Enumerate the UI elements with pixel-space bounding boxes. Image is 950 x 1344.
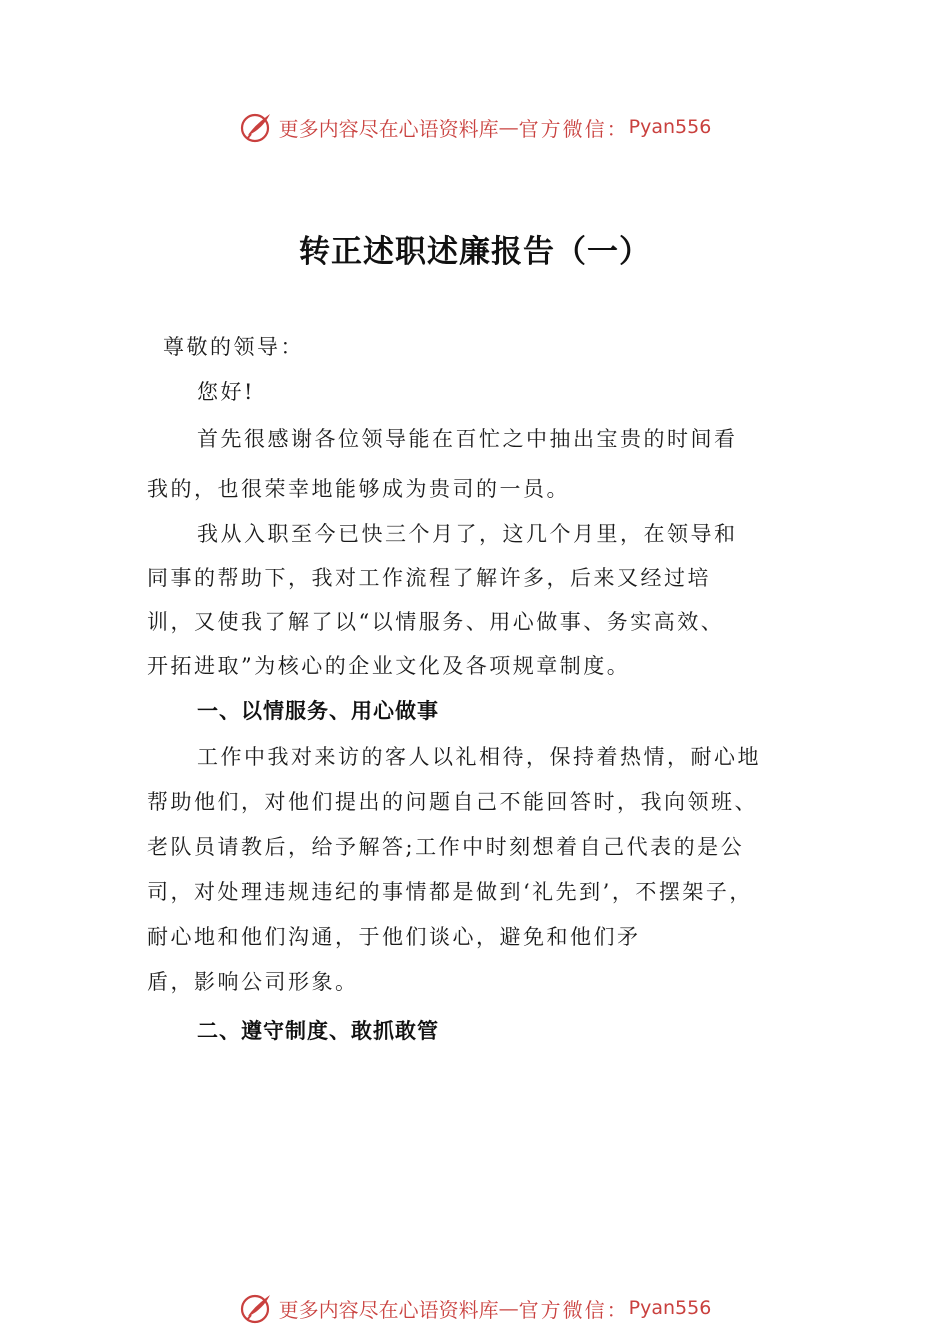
watermark-wechat-id: Pyan556 bbox=[628, 116, 712, 138]
header-watermark bbox=[0, 110, 950, 144]
paragraph-line: 工作中我对来访的客人以礼相待，保持着热情，耐心地 bbox=[197, 745, 761, 769]
quill-circle-logo-icon bbox=[239, 110, 273, 144]
paragraph-line: 盾，影响公司形象。 bbox=[147, 970, 359, 994]
paragraph-line: 我的，也很荣幸地能够成为贵司的一员。 bbox=[147, 477, 570, 501]
document-title: 转正述职述廉报告（一） bbox=[299, 234, 651, 270]
paragraph-line: 我从入职至今已快三个月了，这几个月里，在领导和 bbox=[197, 522, 738, 546]
paragraph-line: 首先很感谢各位领导能在百忙之中抽出宝贵的时间看 bbox=[197, 427, 738, 451]
paragraph-line: 耐心地和他们沟通，于他们谈心，避免和他们矛 bbox=[147, 925, 641, 949]
watermark-label: 官方微信： bbox=[518, 1297, 629, 1322]
watermark-separator: — bbox=[498, 1296, 519, 1320]
salutation: 尊敬的领导： bbox=[163, 335, 304, 359]
section-heading-2: 二、遵守制度、敢抓敢管 bbox=[197, 1019, 439, 1043]
watermark-wechat-id: Pyan556 bbox=[628, 1297, 712, 1319]
quill-circle-logo-icon bbox=[239, 1291, 273, 1325]
greeting: 您好! bbox=[197, 380, 255, 404]
paragraph-line: 训，又使我了解了以“以情服务、用心做事、务实高效、 bbox=[147, 610, 725, 634]
watermark-label: 官方微信： bbox=[518, 116, 629, 141]
paragraph-line: 开拓进取”为核心的企业文化及各项规章制度。 bbox=[147, 654, 631, 678]
watermark-brand: 更多内容尽在心语资料库 bbox=[278, 1297, 499, 1322]
paragraph-line: 老队员请教后，给予解答;工作中时刻想着自己代表的是公 bbox=[147, 835, 745, 859]
watermark-brand: 更多内容尽在心语资料库 bbox=[278, 116, 499, 141]
section-heading-1: 一、以情服务、用心做事 bbox=[197, 699, 439, 723]
footer-watermark bbox=[0, 1291, 950, 1325]
paragraph-line: 帮助他们，对他们提出的问题自己不能回答时，我向领班、 bbox=[147, 790, 758, 814]
paragraph-line: 同事的帮助下，我对工作流程了解许多，后来又经过培 bbox=[147, 566, 711, 590]
watermark-separator: — bbox=[498, 115, 519, 139]
paragraph-line: 司，对处理违规违纪的事情都是做到‘礼先到’，不摆架子， bbox=[147, 880, 753, 904]
